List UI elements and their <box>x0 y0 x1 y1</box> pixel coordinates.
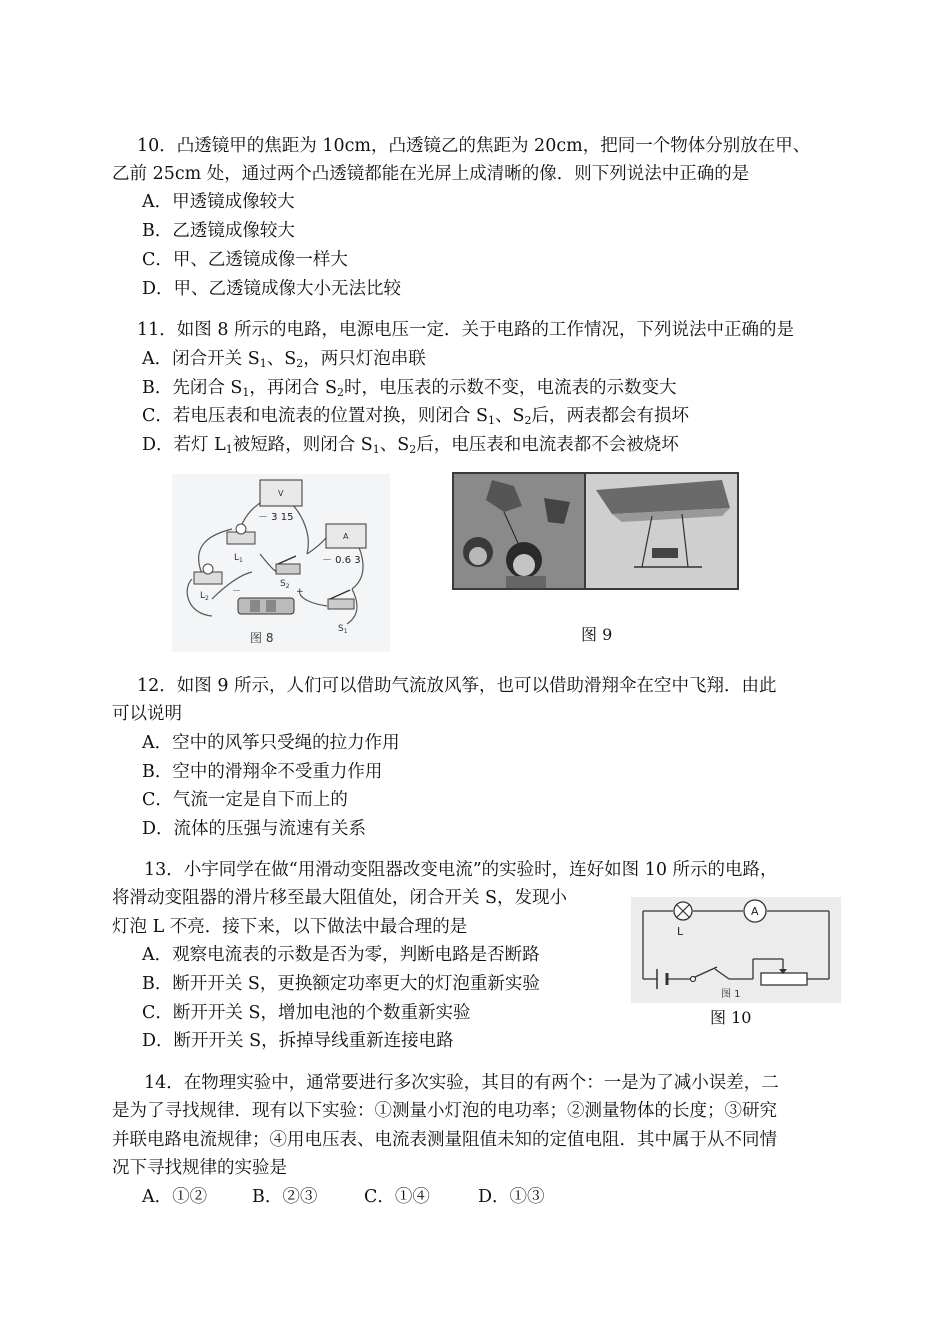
q10-option-c: C．甲、乙透镜成像一样大 <box>142 250 348 270</box>
q13-stem-line1: 13．小宇同学在做“用滑动变阻器改变电流”的实验时，连好如图 10 所示的电路， <box>144 860 778 880</box>
svg-text:－: － <box>232 587 242 597</box>
q14-option-d: D．①③ <box>478 1187 545 1207</box>
q14-stem-line3: 并联电路电流规律；④用电压表、电流表测量阻值未知的定值电阻．其中属于从不同情 <box>112 1130 777 1150</box>
q11-option-c: C．若电压表和电流表的位置对换，则闭合 $S_1$、$S_2$后，两表都会有损坏 <box>142 406 689 427</box>
figure-9-caption: 图 9 <box>581 625 613 644</box>
figure-10-caption: 图 10 <box>710 1008 752 1027</box>
q10-option-b: B．乙透镜成像较大 <box>142 221 295 241</box>
kite-photo <box>454 474 584 588</box>
q10-stem-line1: 10．凸透镜甲的焦距为 10cm，凸透镜乙的焦距为 20cm，把同一个物体分别放在甲、 <box>137 136 811 156</box>
q10-option-d: D．甲、乙透镜成像大小无法比较 <box>142 279 402 299</box>
svg-text:L: L <box>677 925 684 938</box>
q13-option-a: A．观察电流表的示数是否为零，判断电路是否断路 <box>142 945 540 965</box>
svg-text:V: V <box>278 489 284 498</box>
q12-option-a: A．空中的风筝只受绳的拉力作用 <box>142 733 400 753</box>
q13-stem-line2: 将滑动变阻器的滑片移至最大阻值处，闭合开关 S，发现小 <box>112 888 568 908</box>
svg-text:S1: $S_1$ <box>338 624 348 635</box>
ammeter-symbol <box>744 900 766 922</box>
q13-option-d: D．断开开关 S，拆掉导线重新连接电路 <box>142 1031 454 1051</box>
q11-option-a: A．闭合开关 $S_1$、$S_2$，两只灯泡串联 <box>142 349 426 370</box>
q11-stem: 11．如图 8 所示的电路，电源电压一定．关于电路的工作情况，下列说法中正确的是 <box>137 320 795 340</box>
svg-text:A: A <box>751 905 759 918</box>
svg-text:S2: $S_2$ <box>280 579 290 590</box>
q14-option-c: C．①④ <box>364 1187 430 1207</box>
svg-text:L2: $L_2$ <box>200 591 209 602</box>
svg-text:+: + <box>296 587 304 597</box>
q14-stem-line2: 是为了寻找规律．现有以下实验：①测量小灯泡的电功率；②测量物体的长度；③研究 <box>112 1101 777 1121</box>
figure-8-circuit <box>172 474 390 652</box>
q13-option-b: B．断开开关 S，更换额定功率更大的灯泡重新实验 <box>142 974 540 994</box>
figure-10-inner-caption: 图 1 <box>721 989 741 1000</box>
svg-text:A: A <box>343 532 349 541</box>
q13-option-c: C．断开开关 S，增加电池的个数重新实验 <box>142 1003 471 1023</box>
hang-glider-photo <box>586 474 737 588</box>
ammeter-scale: － 0.6 3 <box>322 555 361 566</box>
q13-stem-line3: 灯泡 L 不亮．接下来，以下做法中最合理的是 <box>112 917 468 937</box>
q12-option-b: B．空中的滑翔伞不受重力作用 <box>142 762 383 782</box>
figure-8-caption: 图 8 <box>250 631 274 645</box>
q14-option-b: B．②③ <box>252 1187 318 1207</box>
q12-option-d: D．流体的压强与流速有关系 <box>142 819 367 839</box>
svg-text:L1: $L_1$ <box>234 553 243 564</box>
q10-stem-line2: 乙前 25cm 处，通过两个凸透镜都能在光屏上成清晰的像．则下列说法中正确的是 <box>112 164 750 184</box>
voltmeter-scale: － 3 15 <box>258 512 294 523</box>
q12-stem-line1: 12．如图 9 所示，人们可以借助气流放风筝，也可以借助滑翔伞在空中飞翔．由此 <box>137 676 777 696</box>
q11-option-b: B．先闭合 $S_1$，再闭合 $S_2$时，电压表的示数不变，电流表的示数变大 <box>142 378 677 399</box>
q10-option-a: A．甲透镜成像较大 <box>142 192 295 212</box>
q12-option-c: C．气流一定是自下而上的 <box>142 790 348 810</box>
q12-stem-line2: 可以说明 <box>112 704 182 724</box>
q14-stem-line1: 14．在物理实验中，通常要进行多次实验，其目的有两个：一是为了减小误差，二 <box>144 1073 779 1093</box>
q11-option-d: D．若灯 $L_1$被短路，则闭合 $S_1$、$S_2$后，电压表和电流表都不会被烧坏 <box>142 435 679 456</box>
figure-10-circuit <box>631 897 841 1003</box>
q14-stem-line4: 况下寻找规律的实验是 <box>112 1158 287 1178</box>
figure-9-photo <box>452 472 739 590</box>
q14-option-a: A．①② <box>142 1187 208 1207</box>
